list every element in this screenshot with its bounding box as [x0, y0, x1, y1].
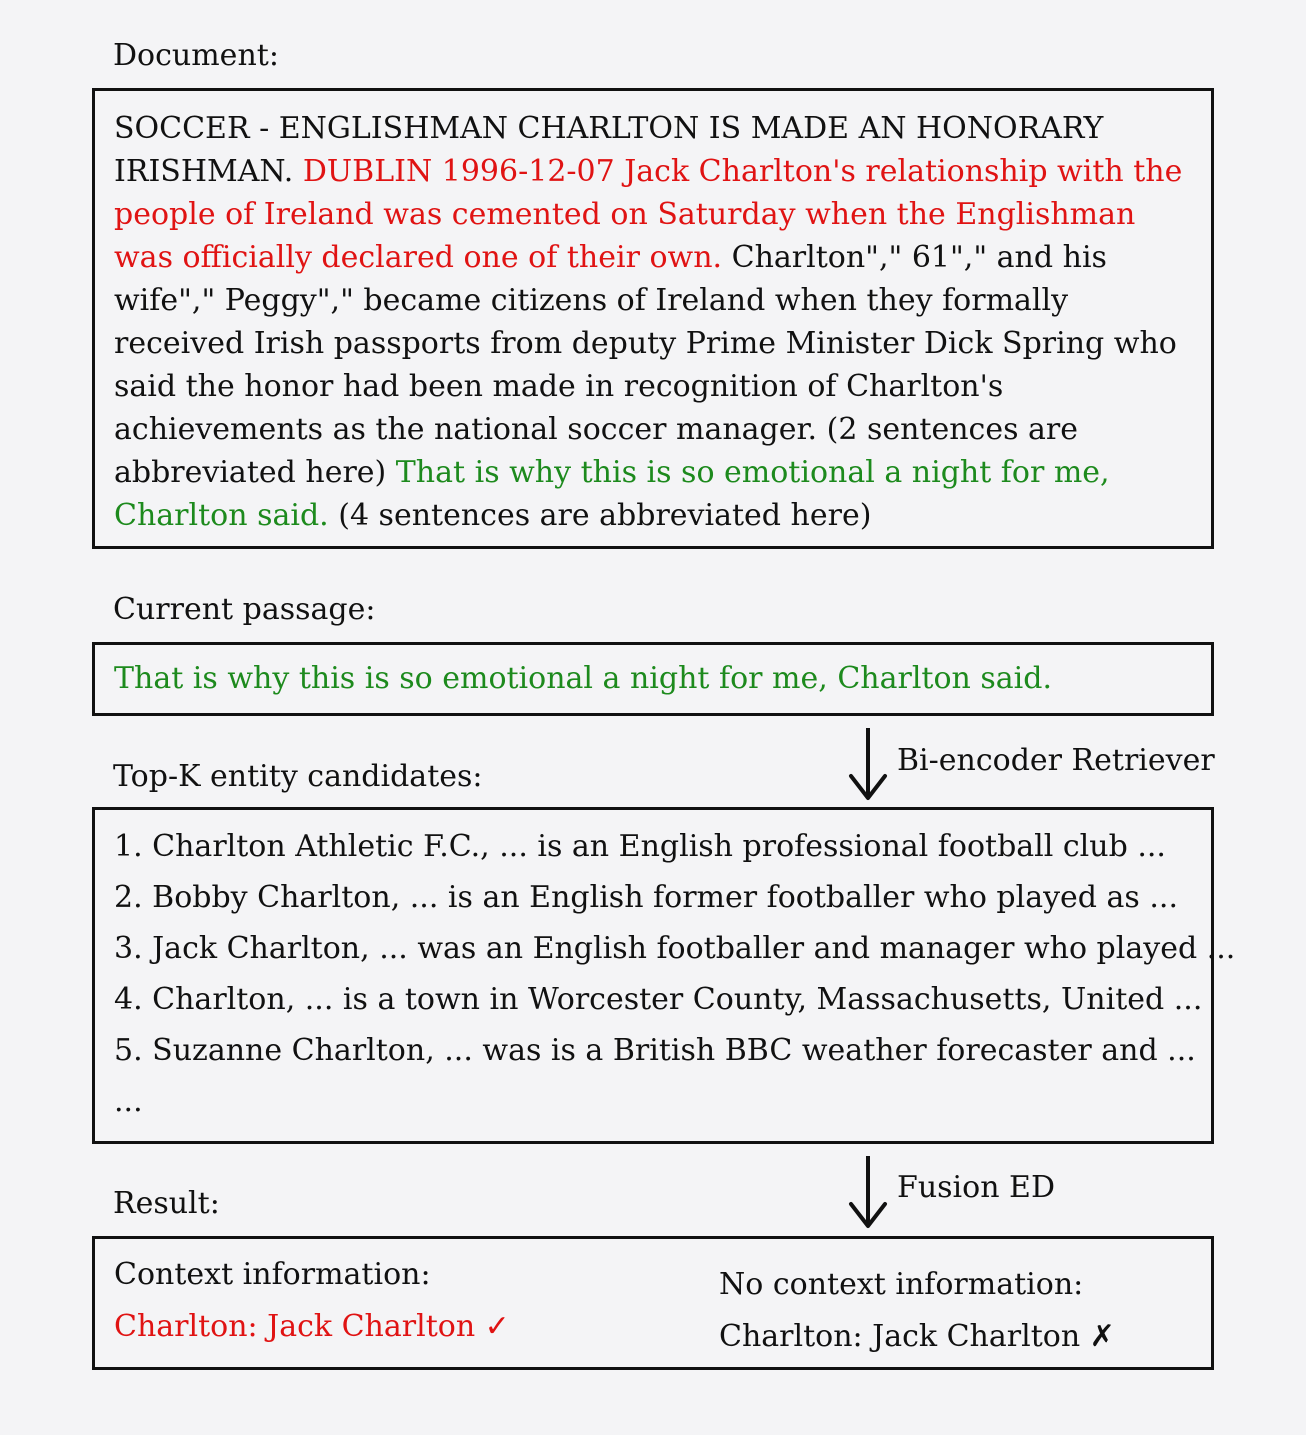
- result-box: [92, 1236, 1214, 1370]
- retriever-arrow-icon: [846, 726, 890, 802]
- nocontext-title: No context information:: [719, 1267, 1084, 1302]
- fusion-arrow-icon: [846, 1154, 890, 1230]
- candidates-label: Top-K entity candidates:: [113, 759, 483, 794]
- result-label: Result:: [113, 1186, 220, 1221]
- document-tail-segment: (4 sentences are abbreviated here): [338, 498, 872, 533]
- document-passage-segment: That is why this is so emotional a night for me, Charlton said.: [114, 455, 1110, 533]
- document-context-segment: DUBLIN 1996-12-07 Jack Charlton's relationship with the people of Ireland was cemented on Saturday when the Englishman was officially declared one of their own.: [114, 154, 1183, 275]
- candidate-item-5: 5. Suzanne Charlton, ... was is a British BBC weather forecaster and ...: [114, 1033, 1196, 1068]
- candidate-item-2: 2. Bobby Charlton, ... is an English former footballer who played as ...: [114, 880, 1178, 915]
- context-title: Context information:: [114, 1257, 431, 1292]
- context-value: Charlton: Jack Charlton ✓: [114, 1309, 510, 1344]
- retriever-label: Bi-encoder Retriever: [897, 743, 1215, 778]
- document-label: Document:: [113, 38, 279, 73]
- fusion-label: Fusion ED: [897, 1170, 1055, 1205]
- candidate-item-3: 3. Jack Charlton, ... was an English footballer and manager who played ...: [114, 931, 1236, 966]
- candidates-box: [92, 807, 1236, 1144]
- nocontext-value: Charlton: Jack Charlton ✗: [719, 1319, 1115, 1354]
- passage-text: That is why this is so emotional a night for me, Charlton said.: [114, 661, 1053, 696]
- document-text: [114, 107, 1194, 537]
- document-title-segment: SOCCER - ENGLISHMAN CHARLTON IS MADE AN HONORARY IRISHMAN.: [114, 111, 1104, 189]
- document-body-segment: Charlton"," 61"," and his wife"," Peggy"," became citizens of Ireland when they formally received Irish passports from deputy Prime Minister Dick Spring who said the honor had been made in recognition of Charlton's achievements as the national soccer manager. (2 sentences are abbreviated here): [114, 240, 1177, 490]
- candidate-ellipsis: ...: [114, 1084, 143, 1119]
- candidate-item-1: 1. Charlton Athletic F.C., ... is an English professional football club ...: [114, 829, 1166, 864]
- passage-box: [92, 642, 1214, 716]
- passage-label: Current passage:: [113, 592, 376, 627]
- candidate-item-4: 4. Charlton, ... is a town in Worcester County, Massachusetts, United ...: [114, 982, 1203, 1017]
- document-box: [92, 88, 1214, 549]
